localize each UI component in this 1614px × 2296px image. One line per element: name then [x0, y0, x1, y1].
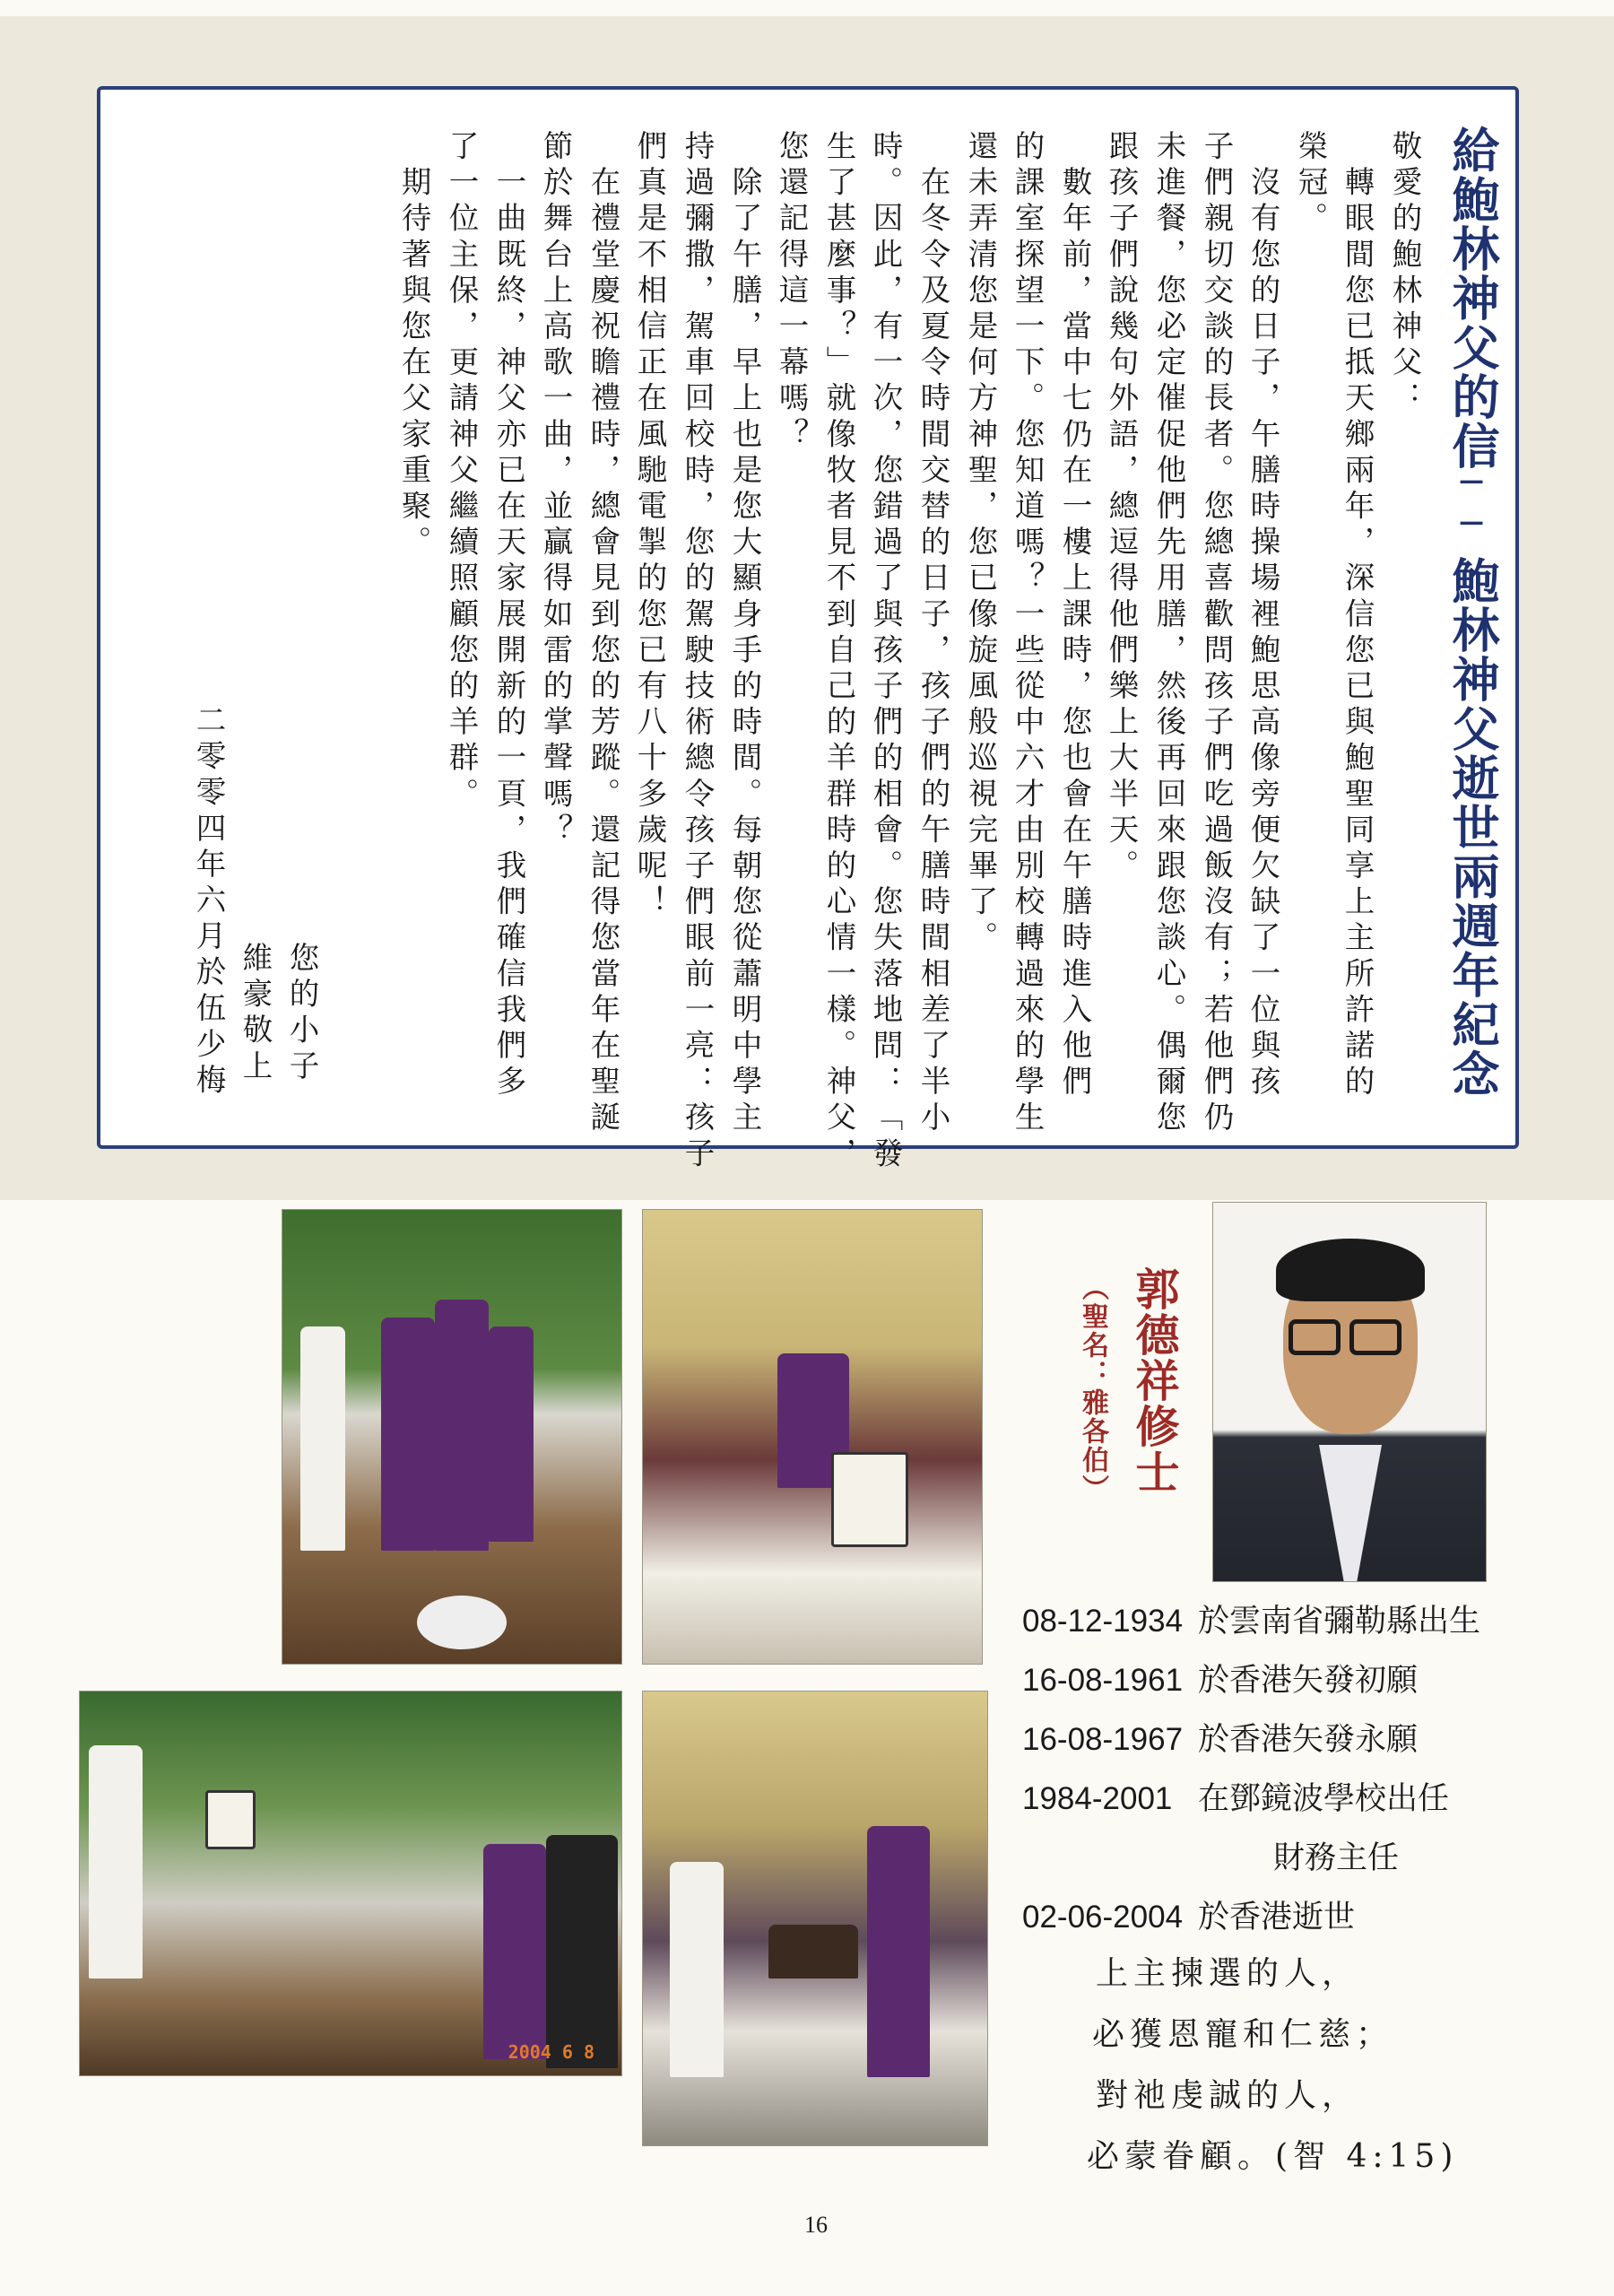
figure-priest — [435, 1300, 489, 1551]
letter-column: 您還記得這一幕嗎？ — [774, 130, 809, 454]
brother-saint-name: （聖名：雅各伯） — [1077, 1274, 1108, 1503]
glasses-icon — [1289, 1319, 1412, 1355]
figure-pallbearer — [670, 1862, 724, 2077]
figure-altar-server — [300, 1326, 345, 1551]
bio-date: 02-06-2004 — [1022, 1900, 1184, 1935]
verse-line: 對祂虔誠的人， — [1096, 2077, 1360, 2114]
bio-row — [1022, 1596, 1480, 1641]
bio-date: 08-12-1934 — [1022, 1604, 1184, 1639]
letter-column: 生了甚麼事？」就像牧者見不到自己的羊群時的心情一樣。神父， — [821, 130, 856, 1173]
portrait-frame — [205, 1790, 256, 1849]
figure-priest — [867, 1826, 930, 2077]
letter-column: 持過彌撒，駕車回校時，您的駕駛技術總令孩子們眼前一亮：孩子 — [680, 130, 715, 1173]
letter-column: 在禮堂慶祝瞻禮時，總會見到您的芳蹤。還記得您當年在聖誕 — [586, 130, 620, 1137]
portrait-hair — [1276, 1239, 1425, 1301]
letter-column: 轉眼間您已抵天鄉兩年，深信您已與鮑聖同享上主所許諾的 — [1340, 130, 1375, 1101]
photo-graveside-crowd — [79, 1691, 622, 2076]
portrait-brother — [1212, 1202, 1487, 1582]
bio-date: 1984-2001 — [1022, 1781, 1173, 1816]
letter-date: 二零零四年六月於伍少梅 — [191, 704, 226, 1100]
page-number: 16 — [804, 2212, 828, 2238]
letter-column: 敬愛的鮑林神父： — [1387, 130, 1422, 418]
figure-priest — [489, 1326, 534, 1542]
letter-column: 在冬令及夏令時間交替的日子，孩子們的午膳時間相差了半小 — [915, 130, 950, 1137]
bio-row — [1022, 1892, 1355, 1937]
letter-column: 一曲既終，神父亦已在天家展開新的一頁，我們確信我們多 — [491, 130, 526, 1101]
figure-priest — [381, 1318, 435, 1551]
letter-column: 跟孩子們說幾句外語，總逗得他們樂上大半天。 — [1104, 130, 1139, 886]
letter-column: 沒有您的日子，午膳時操場裡鮑思高像旁便欠缺了一位與孩 — [1245, 130, 1280, 1101]
bio-event: 於雲南省彌勒縣出生 — [1198, 1604, 1481, 1639]
bio-event: 於香港矢發初願 — [1198, 1663, 1419, 1698]
letter-title: 給鮑林神父的信 — [1445, 126, 1499, 471]
bio-row — [1022, 1715, 1418, 1760]
letter-signature: 維豪敬上 — [238, 942, 273, 1086]
bio-row — [1022, 1774, 1449, 1819]
title-dash: ── — [1451, 462, 1492, 544]
figure-cross-bearer — [89, 1745, 143, 1979]
portrait-frame — [831, 1452, 908, 1547]
letter-column: 除了午膳，早上也是您大顯身手的時間。每朝您從蕭明中學主 — [727, 130, 762, 1137]
letter-column: 子們親切交談的長者。您總喜歡問孩子們吃過飯沒有；若他們仍 — [1199, 130, 1234, 1137]
bio-row — [1022, 1833, 1399, 1878]
letter-column: 未進餐，您必定催促他們先用膳，然後再回來跟您談心。偶爾您 — [1151, 130, 1186, 1137]
bio-row — [1022, 1656, 1418, 1700]
verse-line: 必獲恩寵和仁慈； — [1092, 2016, 1394, 2053]
bio-date: 16-08-1967 — [1022, 1722, 1184, 1757]
verse-line: 必蒙眷顧。(智 4:15) — [1087, 2138, 1459, 2175]
letter-column: 節於舞台上高歌一曲，並贏得如雷的掌聲嗎？ — [538, 130, 573, 849]
letter-subtitle: 鮑林神父逝世兩週年紀念 — [1445, 556, 1499, 1099]
letter-column: 還未弄清您是何方神聖，您已像旋風般巡視完畢了。 — [963, 130, 998, 958]
photo-date-stamp: 2004 6 8 — [508, 2041, 594, 2063]
bio-event: 財務主任 — [1273, 1840, 1400, 1875]
bio-event: 於香港矢發永願 — [1198, 1722, 1419, 1757]
letter-closing-from: 您的小子 — [284, 942, 319, 1086]
bio-event: 在鄧鏡波學校出任 — [1198, 1781, 1450, 1816]
letter-column: 期待著與您在父家重聚。 — [396, 130, 431, 562]
coffin — [768, 1925, 858, 1979]
letter-column: 了一位主保，更請神父繼續照顧您的羊群。 — [444, 130, 479, 813]
portrait-shirt — [1319, 1445, 1382, 1582]
figure-mourner — [546, 1835, 618, 2068]
photo-coffin-procession — [642, 1691, 988, 2146]
bio-date: 16-08-1961 — [1022, 1663, 1184, 1698]
letter-column: 們真是不相信正在風馳電掣的您已有八十多歲呢！ — [632, 130, 667, 922]
brother-name: 郭德祥修士 — [1129, 1266, 1180, 1495]
flowers — [417, 1596, 507, 1649]
letter-column: 數年前，當中七仍在一樓上課時，您也會在午膳時進入他們 — [1057, 130, 1092, 1101]
bio-event: 於香港逝世 — [1198, 1900, 1356, 1935]
letter-column: 時。因此，有一次，您錯過了與孩子們的相會。您失落地問：「發 — [868, 130, 903, 1173]
letter-column: 的課室探望一下。您知道嗎？一些從中六才由別校轉過來的學生 — [1010, 130, 1045, 1137]
photo-burial-priests — [282, 1209, 622, 1665]
letter-column: 榮冠。 — [1293, 130, 1328, 239]
figure-priest — [483, 1844, 546, 2059]
verse-line: 上主揀選的人， — [1096, 1955, 1360, 1992]
photo-funeral-mass-coffin — [642, 1209, 983, 1665]
